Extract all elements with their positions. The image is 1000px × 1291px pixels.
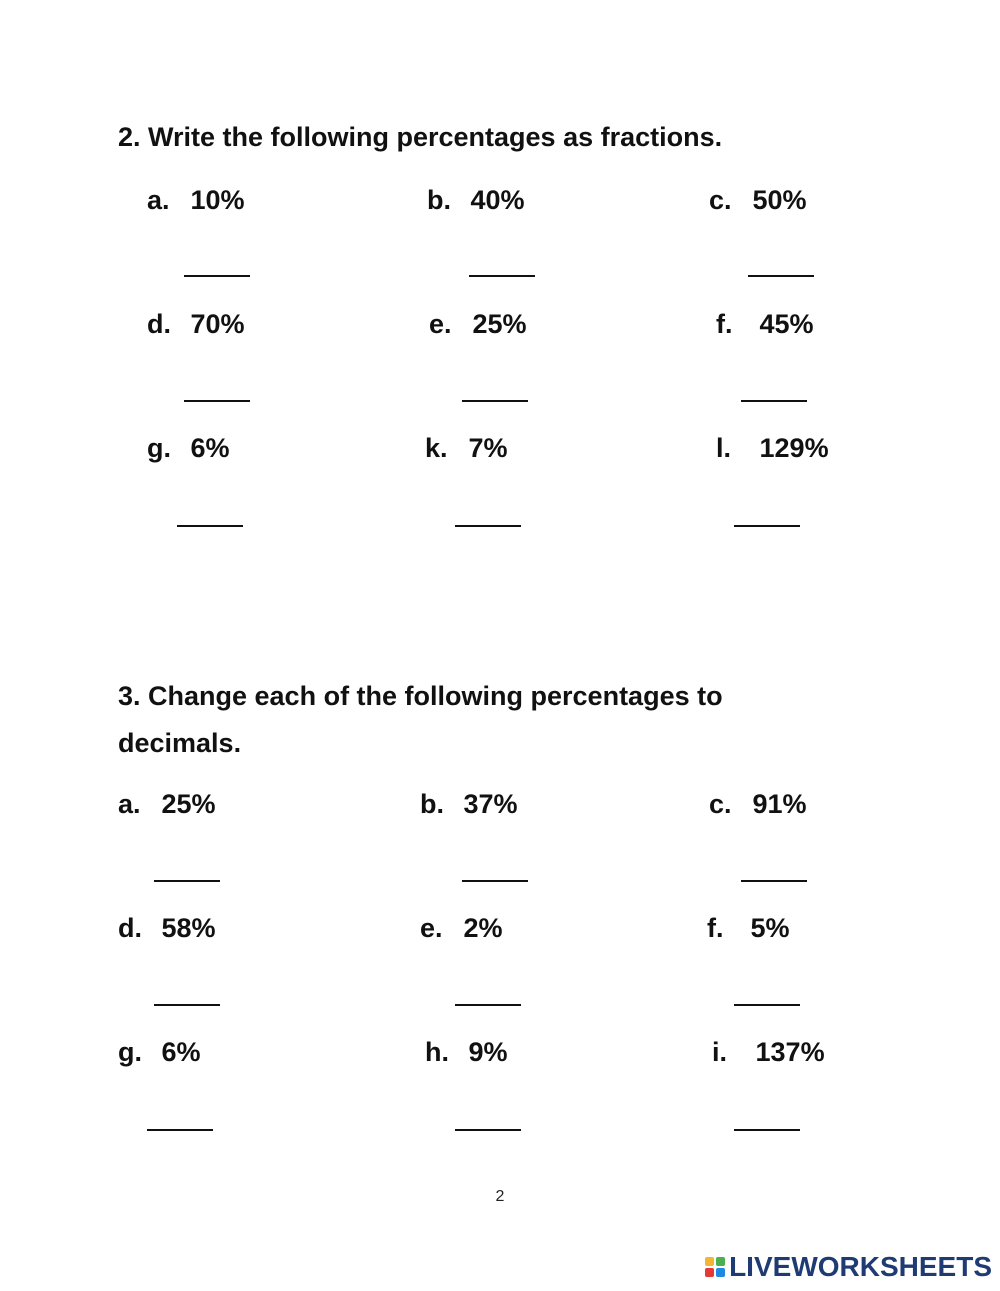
question-2g: g. 6% bbox=[147, 433, 230, 463]
logo-square-yellow bbox=[705, 1257, 714, 1266]
answer-blank-2k[interactable] bbox=[455, 525, 521, 527]
answer-blank-2b[interactable] bbox=[469, 275, 535, 277]
answer-blank-2g[interactable] bbox=[177, 525, 243, 527]
question-3f: f. 5% bbox=[707, 913, 790, 943]
answer-blank-2c[interactable] bbox=[748, 275, 814, 277]
answer-blank-3i[interactable] bbox=[734, 1129, 800, 1131]
answer-blank-3h[interactable] bbox=[455, 1129, 521, 1131]
liveworksheets-logo-icon bbox=[705, 1257, 725, 1277]
liveworksheets-logo-text: LIVEWORKSHEETS bbox=[729, 1251, 992, 1282]
answer-blank-2a[interactable] bbox=[184, 275, 250, 277]
section-2-heading: 2. Write the following percentages as fractions. bbox=[118, 122, 723, 152]
answer-blank-3g[interactable] bbox=[147, 1129, 213, 1131]
page-number: 2 bbox=[495, 1188, 505, 1205]
answer-blank-3c[interactable] bbox=[741, 880, 807, 882]
answer-blank-2e[interactable] bbox=[462, 400, 528, 402]
question-3a: a. 25% bbox=[118, 789, 216, 819]
question-2e: e. 25% bbox=[429, 309, 527, 339]
answer-blank-3d[interactable] bbox=[154, 1004, 220, 1006]
answer-blank-2f[interactable] bbox=[741, 400, 807, 402]
answer-blank-2l[interactable] bbox=[734, 525, 800, 527]
question-3b: b. 37% bbox=[420, 789, 518, 819]
answer-blank-3f[interactable] bbox=[734, 1004, 800, 1006]
question-2f: f. 45% bbox=[716, 309, 814, 339]
question-2d: d. 70% bbox=[147, 309, 245, 339]
question-2c: c. 50% bbox=[709, 185, 807, 215]
question-3c: c. 91% bbox=[709, 789, 807, 819]
question-3h: h. 9% bbox=[425, 1037, 508, 1067]
question-3e: e. 2% bbox=[420, 913, 503, 943]
question-2l: l. 129% bbox=[716, 433, 829, 463]
answer-blank-3b[interactable] bbox=[462, 880, 528, 882]
question-3d: d. 58% bbox=[118, 913, 216, 943]
logo-square-red bbox=[705, 1268, 714, 1277]
question-2b: b. 40% bbox=[427, 185, 525, 215]
question-3g: g. 6% bbox=[118, 1037, 201, 1067]
section-3-heading-line-2: decimals. bbox=[118, 728, 242, 758]
answer-blank-3a[interactable] bbox=[154, 880, 220, 882]
section-3-heading-line-1: 3. Change each of the following percentages to bbox=[118, 681, 723, 711]
question-3i: i. 137% bbox=[712, 1037, 825, 1067]
question-2a: a. 10% bbox=[147, 185, 245, 215]
question-2k: k. 7% bbox=[425, 433, 508, 463]
logo-square-green bbox=[716, 1257, 725, 1266]
liveworksheets-logo bbox=[705, 1252, 992, 1282]
answer-blank-3e[interactable] bbox=[455, 1004, 521, 1006]
answer-blank-2d[interactable] bbox=[184, 400, 250, 402]
logo-square-blue bbox=[716, 1268, 725, 1277]
